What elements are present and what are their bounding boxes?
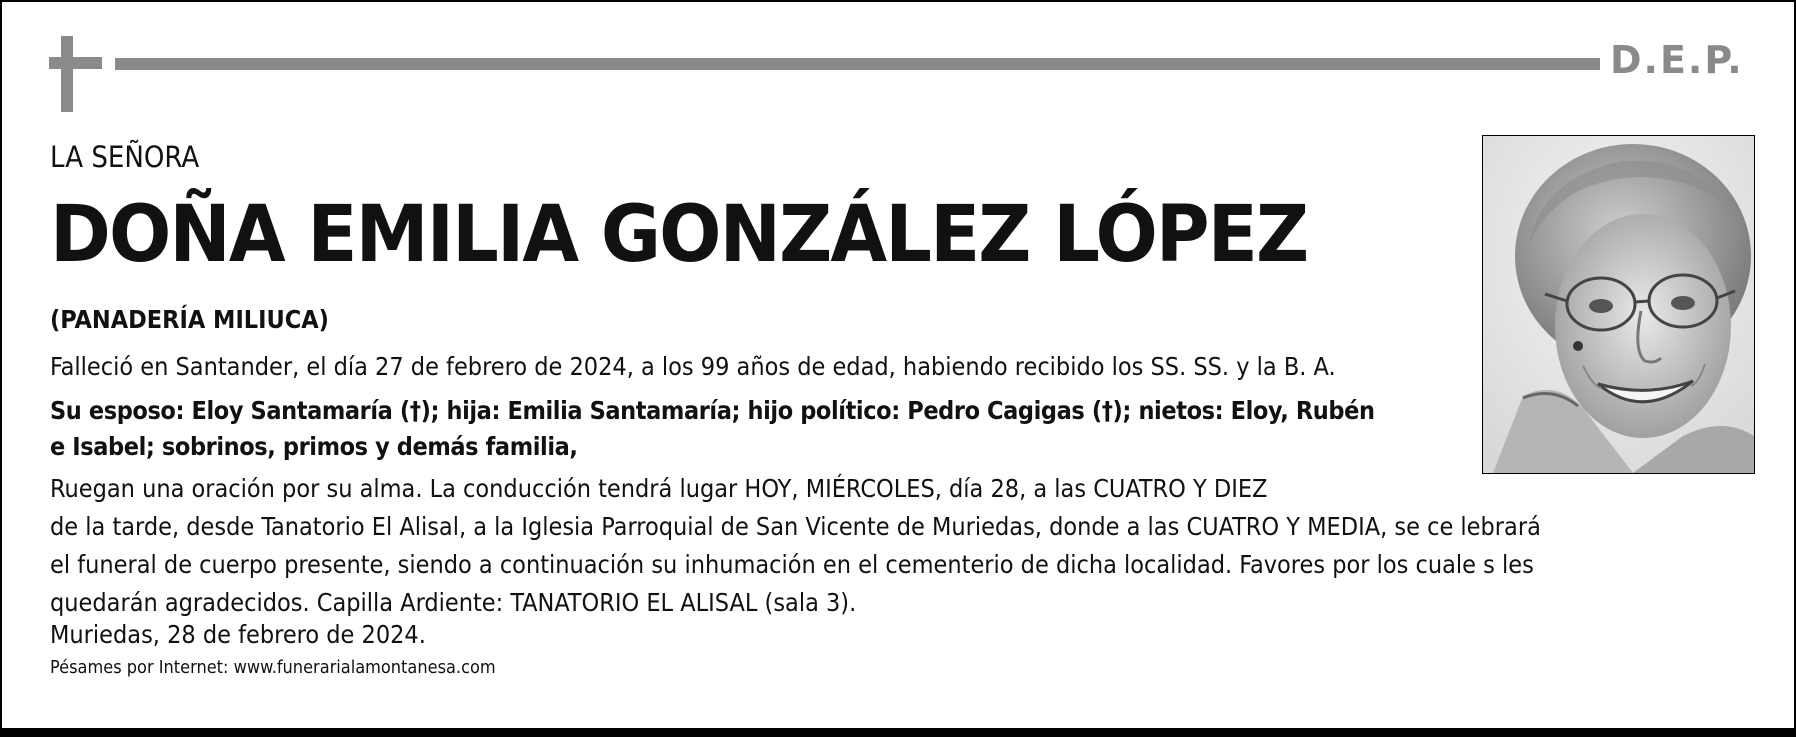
funeral-line: de la tarde, desde Tanatorio El Alisal, a la Iglesia Parroquial de San Vicente de Muriedas, donde a las CUATRO Y MEDIA, se ce lebrará [50,512,1541,541]
cross-vertical-bar [61,36,73,112]
family-line: e Isabel; sobrinos, primos y demás familia, [50,432,578,461]
family-line: Su esposo: Eloy Santamaría (†); hija: Emilia Santamaría; hijo político: Pedro Cagigas (†); nietos: Eloy, Rubén [50,396,1375,425]
title-label: LA SEÑORA [50,140,200,174]
deceased-name: DOÑA EMILIA GONZÁLEZ LÓPEZ [50,190,1308,280]
death-statement: Falleció en Santander, el día 27 de febrero de 2024, a los 99 años de edad, habiendo recibido los SS. SS. y la B. A. [50,352,1336,381]
signoff: Muriedas, 28 de febrero de 2024. [50,620,426,649]
portrait-photo [1482,135,1755,474]
family-list [50,393,1375,465]
funeral-line: quedarán agradecidos. Capilla Ardiente: TANATORIO EL ALISAL (sala 3). [50,588,857,617]
internet-condolences: Pésames por Internet: www.funerarialamontanesa.com [50,657,496,678]
header-rule [115,58,1600,70]
funeral-line: el funeral de cuerpo presente, siendo a continuación su inhumación en el cementerio de dicha localidad. Favores por los cuale s les [50,550,1534,579]
dep-label: D.E.P. [1610,38,1744,82]
funeral-details [50,470,1541,622]
company-name: (PANADERÍA MILIUCA) [50,305,329,334]
cross-horizontal-bar [49,57,102,69]
portrait-image [1483,136,1754,473]
funeral-line: Ruegan una oración por su alma. La conducción tendrá lugar HOY, MIÉRCOLES, día 28, a las CUATRO Y DIEZ [50,474,1268,503]
